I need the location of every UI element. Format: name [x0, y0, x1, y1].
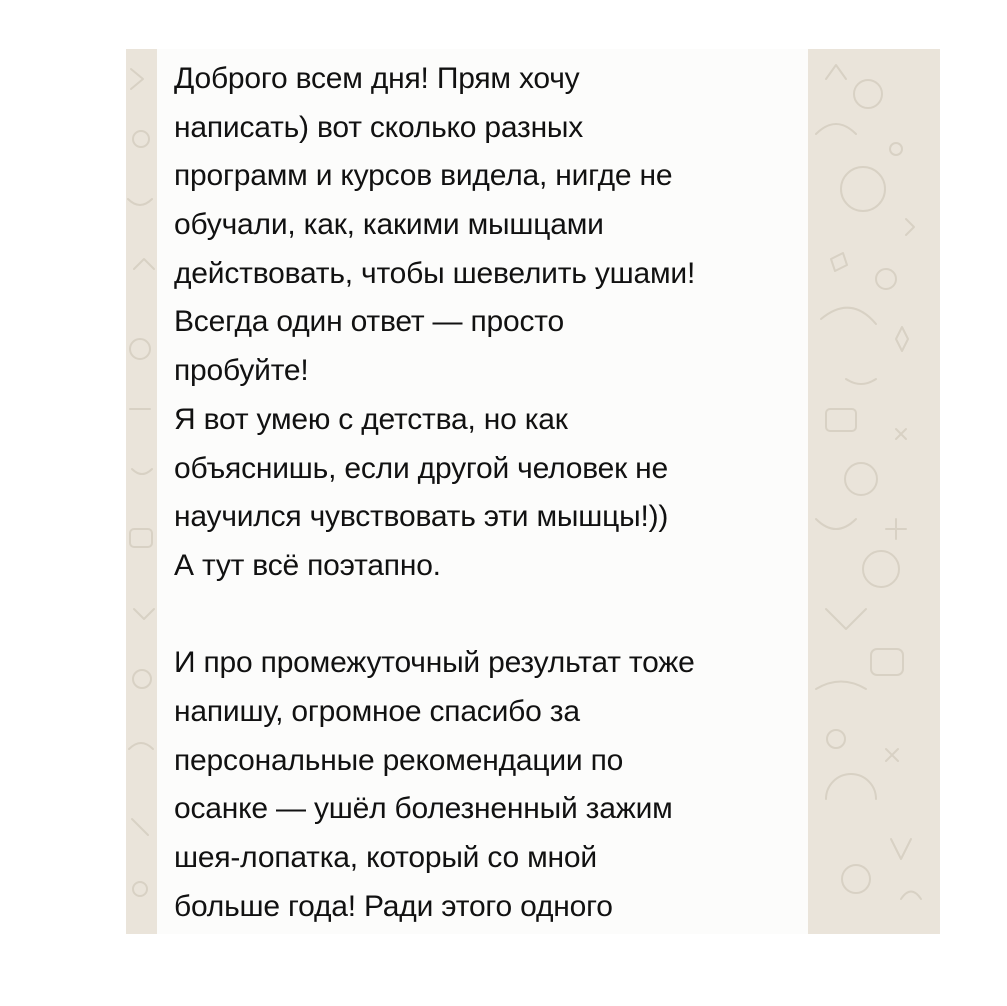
message-blank-line	[174, 591, 794, 640]
message-line: осанке — ушёл болезненный зажим	[174, 792, 673, 826]
message-line: действовать, чтобы шевелить ушами!	[174, 256, 696, 290]
message-text	[157, 49, 808, 931]
message-line: больше года! Ради этого одного	[174, 889, 613, 923]
message-line: написать) вот сколько разных	[174, 110, 584, 144]
message-bubble	[157, 49, 808, 934]
message-line: программ и курсов видела, нигде не	[174, 159, 673, 193]
message-line: научился чувствовать эти мышцы!))	[174, 500, 669, 534]
message-line: Всегда один ответ — просто	[174, 305, 564, 339]
message-line: И про промежуточный результат тоже	[174, 646, 695, 680]
message-line: пробуйте!	[174, 354, 309, 388]
message-line: персональные рекомендации по	[174, 743, 624, 777]
message-line: Доброго всем дня! Прям хочу	[174, 62, 580, 95]
message-line: обучали, как, какими мышцами	[174, 208, 604, 242]
message-line: А тут всё поэтапно.	[174, 548, 441, 582]
message-line: объяснишь, если другой человек не	[174, 451, 668, 485]
message-line: Я вот умею с детства, но как	[174, 402, 568, 436]
message-line: шея-лопатка, который со мной	[174, 841, 597, 874]
message-line: напишу, огромное спасибо за	[174, 694, 580, 728]
